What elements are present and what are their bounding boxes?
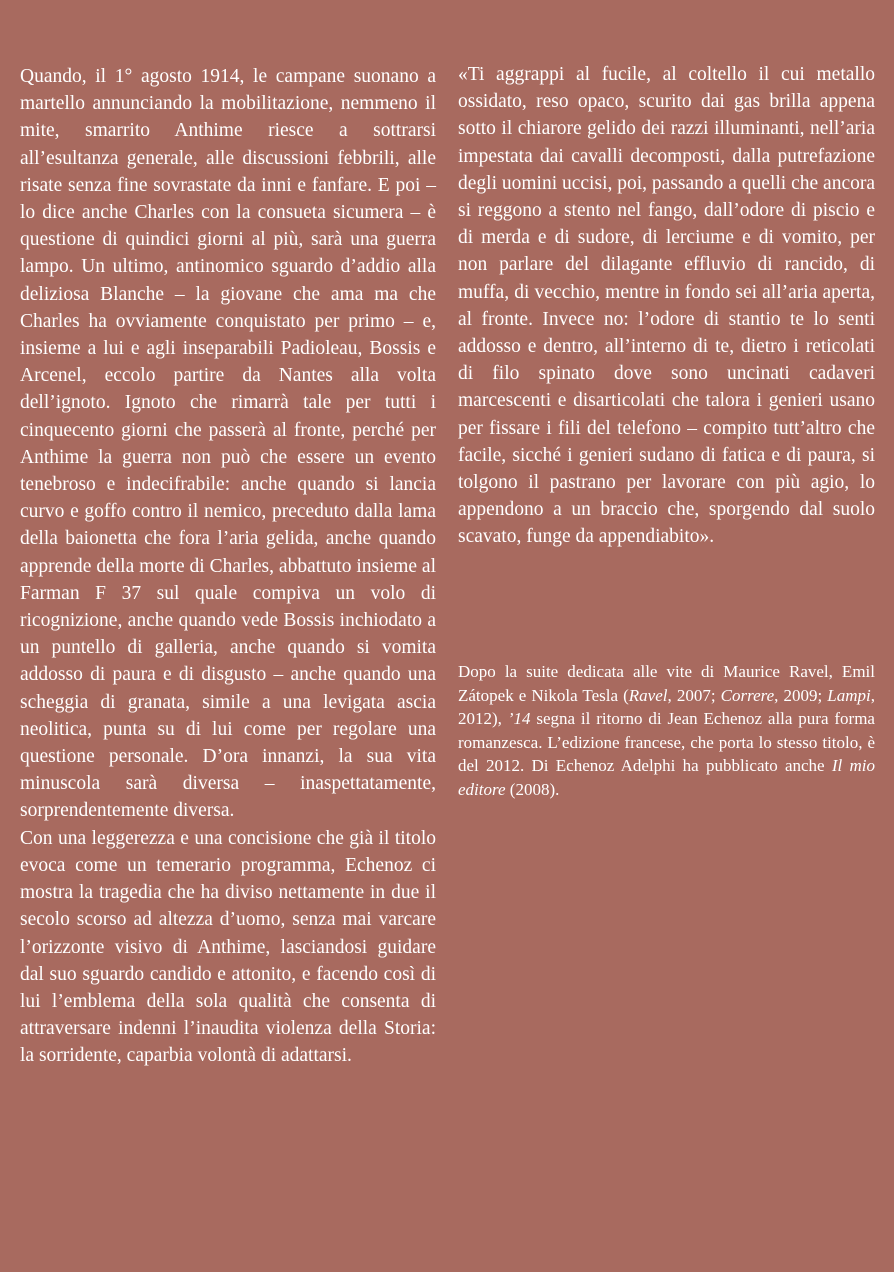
blurb-title-ravel: Ravel	[628, 685, 668, 705]
right-column	[458, 61, 875, 551]
blurb-middle: segna il ritorno di Jean Echenoz alla pura forma romanzesca. L’edizione francese, che porta lo stesso titolo, è del 2012. Di Echenoz Adelphi ha pubblicato anche	[458, 709, 875, 775]
blurb-title-lampi: Lampi	[827, 685, 871, 705]
blurb-title-correre: Correre	[720, 685, 775, 705]
blurb-year-correre: , 2009;	[774, 685, 828, 705]
blurb-intro: Dopo la suite dedicata alle vite di Maurice Ravel, Emil Zátopek e Nikola Tesla (	[458, 662, 875, 705]
synopsis-paragraph-1: Quando, il 1° agosto 1914, le campane suonano a martello annunciando la mobilitazione, nemmeno il mite, smarrito Anthime riesce a sottrarsi all’esultanza generale, alle discussioni febbrili, alle risate senza fine sovrastate da inni e fanfare. E poi – lo dice anche Charles con la consueta sicumera – è questione di quindici giorni al più, sarà una guerra lampo. Un ultimo, antinomico sguardo d’addio alla deliziosa Blanche – la giovane che ama ma che Charles ha ovviamente conquistato per primo – e, insieme a lui e agli inseparabili Padioleau, Bossis e Arcenel, eccolo partire da Nantes alla volta dell’ignoto. Ignoto che rimarrà tale per tutti i cinquecento giorni che passerà al fronte, perché per Anthime la guerra non può che essere un evento tenebroso e indecifrabile: anche quando si lancia curvo e goffo contro il nemico, preceduto dalla lama della baionetta che fora l’aria gelida, anche quando apprende della morte di Charles, abbattuto insieme al Farman F 37 sul quale compiva un volo di ricognizione, anche quando vede Bossis inchiodato a un puntello di galleria, anche quando si vomita addosso di paura e di disgusto – anche quando una scheggia di granata, simile a una levigata ascia neolitica, punta su di lui come per regolare una questione personale. D’ora innanzi, la sua vita minuscola sarà diversa – inaspettatamente, sorprendentemente diversa.	[20, 66, 436, 822]
blurb-title-14: ’14	[507, 709, 531, 728]
blurb-year-ravel: , 2007;	[667, 685, 721, 705]
blurb-title-editore: Il mio editore	[458, 756, 875, 799]
blurb-year-lampi: , 2012),	[458, 685, 875, 728]
excerpt-quote: «Ti aggrappi al fucile, al coltello il cui metallo ossidato, reso opaco, scurito dai gas brilla appena sotto il chiarore gelido dei razzi illuminanti, nell’aria impestata dai cavalli decomposti, dalla putrefazione degli uomini uccisi, poi, passando a quelli che ancora si reggono a stento nel fango, dall’odore di piscio e di merda e di sudore, di lerciume e di vomito, per non parlare del dilagante effluvio di rancido, di muffa, di vecchio, mentre in fondo sei all’aria aperta, al fronte. Invece no: l’odore di stantio te lo senti addosso e dentro, all’interno di te, dietro i reticolati di filo spinato dove sono uncinati cadaveri marcescenti e disarticolati che talora i genieri usano per fissare i fili del telefono – compito tutt’altro che facile, sicché i genieri sudano di fatica e di paura, si tolgono il pastrano per lavorare con più agio, lo appendono a un braccio che, sporgendo dal suolo scavato, funge da appendiabito».	[458, 64, 875, 548]
blurb-end: (2008).	[505, 779, 560, 799]
author-blurb	[458, 660, 875, 801]
left-column	[20, 63, 436, 1070]
synopsis-paragraph-2: Con una leggerezza e una concisione che già il titolo evoca come un temerario programma, Echenoz ci mostra la tragedia che ha diviso nettamente in due il secolo scorso ad altezza d’uomo, senza mai varcare l’orizzonte visivo di Anthime, lasciandosi guidare dal suo sguardo candido e attonito, e facendo così di lui l’emblema della sola qualità che consenta di attraversare indenni l’inaudita violenza della Storia: la sorridente, caparbia volontà di adattarsi.	[20, 827, 436, 1067]
